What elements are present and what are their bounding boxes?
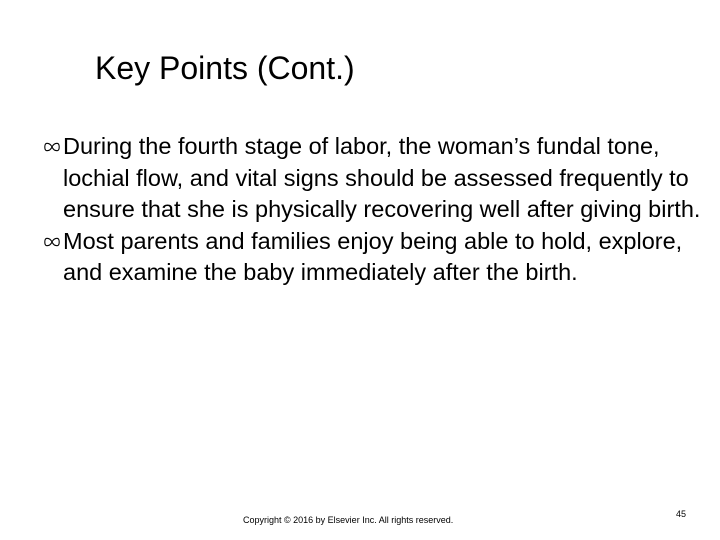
slide-title: Key Points (Cont.) [95, 50, 355, 86]
bullet-item [36, 131, 706, 226]
footer-copyright: Copyright © 2016 by Elsevier Inc. All rights reserved. [243, 515, 454, 525]
infinity-bullet-icon [44, 237, 60, 247]
bullet-text: Most parents and families enjoy being able to hold, explore, and examine the baby immediately after the birth. [63, 227, 683, 285]
infinity-bullet-icon [44, 142, 60, 152]
bullet-text: During the fourth stage of labor, the woman’s fundal tone, lochial flow, and vital signs should be assessed frequently to ensure that she is physically recovering well after giving birth. [63, 133, 701, 222]
bullet-item [36, 226, 706, 289]
slide-number: 45 [676, 509, 687, 519]
bullet-list [36, 131, 706, 289]
